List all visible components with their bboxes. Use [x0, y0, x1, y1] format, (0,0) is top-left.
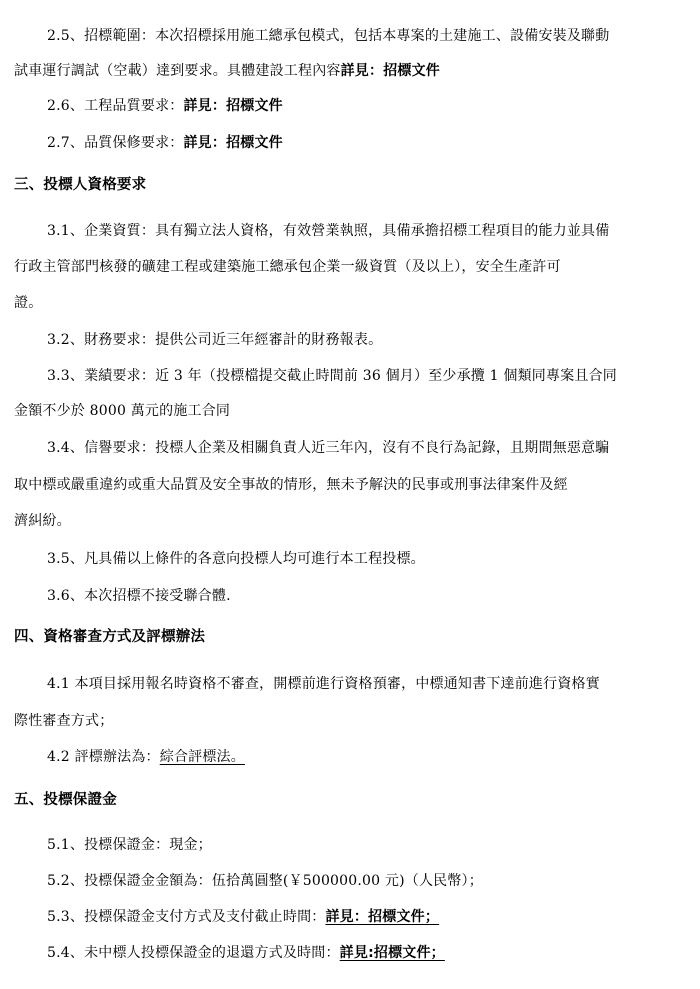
paragraph-3-4-line-3: 濟糾紛。	[14, 513, 71, 529]
paragraph-3-1-line-1: 3.1、企業資質：具有獨立法人資格，有效營業執照，具備承擔招標工程項目的能力並具備	[47, 223, 610, 239]
paragraph-3-3-line-1: 3.3、業績要求：近 3 年（投標檔提交截止時間前 36 個月）至少承攬 1 個類同專案且合同	[47, 368, 617, 384]
paragraph-2-6-label: 2.6、工程品質要求：	[47, 98, 184, 114]
paragraph-2-5-reference: 詳見：招標文件	[340, 63, 441, 79]
paragraph-5-4-label: 5.4、未中標人投標保證金的退還方式及時間：	[47, 945, 340, 961]
paragraph-5-2: 5.2、投標保證金金額為：伍拾萬圓整(￥500000.00 元)（人民幣）；	[47, 873, 483, 889]
section-3-heading: 三、投標人資格要求	[14, 177, 147, 193]
paragraph-3-6: 3.6、本次招標不接受聯合體.	[47, 588, 231, 604]
paragraph-5-3	[47, 908, 439, 926]
evaluation-method-value: 綜合評標法。	[159, 749, 245, 765]
paragraph-4-1-line-2: 際性審查方式；	[14, 713, 114, 729]
paragraph-5-3-label: 5.3、投標保證金支付方式及支付截止時間：	[47, 909, 326, 925]
paragraph-3-2: 3.2、財務要求：提供公司近三年經審計的財務報表。	[47, 332, 383, 348]
paragraph-2-6-reference: 詳見：招標文件	[183, 98, 283, 114]
paragraph-3-5: 3.5、凡具備以上條件的各意向投標人均可進行本工程投標。	[47, 551, 425, 567]
paragraph-3-1-line-2: 行政主管部門核發的礦建工程或建築施工總承包企業一級資質（及以上），安全生產許可	[14, 259, 561, 275]
paragraph-3-3-line-2: 金額不少於 8000 萬元的施工合同	[14, 403, 231, 419]
paragraph-2-7-label: 2.7、品質保修要求：	[47, 135, 184, 151]
paragraph-3-4-line-2: 取中標或嚴重違約或重大品質及安全事故的情形，無未予解決的民事或刑事法律案件及經	[14, 477, 568, 493]
paragraph-5-4	[47, 944, 445, 962]
paragraph-2-6	[47, 97, 283, 115]
section-4-heading: 四、資格審查方式及評標辦法	[14, 629, 206, 645]
paragraph-2-5-line-2	[14, 62, 440, 80]
paragraph-4-2-label: 4.2 評標辦法為：	[47, 749, 160, 765]
paragraph-2-5-text: 試車運行調試（空載）達到要求。具體建設工程內容	[14, 63, 341, 79]
paragraph-2-5-line-1: 2.5、招標範圍：本次招標採用施工總承包模式，包括本專案的土建施工、設備安裝及聯動	[47, 28, 610, 44]
paragraph-5-1: 5.1、投標保證金：現金；	[47, 837, 212, 853]
paragraph-3-4-line-1: 3.4、信譽要求：投標人企業及相關負責人近三年內，沒有不良行為記錄，且期間無惡意騙	[47, 440, 610, 456]
paragraph-5-3-reference: 詳見：招標文件；	[325, 909, 440, 925]
paragraph-3-1-line-3: 證。	[14, 295, 43, 311]
paragraph-4-1-line-1: 4.1 本項目採用報名時資格不審查，開標前進行資格預審，中標通知書下達前進行資格實	[47, 676, 600, 692]
paragraph-2-7	[47, 134, 283, 152]
paragraph-2-7-reference: 詳見：招標文件	[183, 135, 283, 151]
paragraph-5-4-reference: 詳見:招標文件；	[339, 945, 445, 961]
paragraph-4-2	[47, 748, 245, 766]
section-5-heading: 五、投標保證金	[14, 792, 117, 808]
